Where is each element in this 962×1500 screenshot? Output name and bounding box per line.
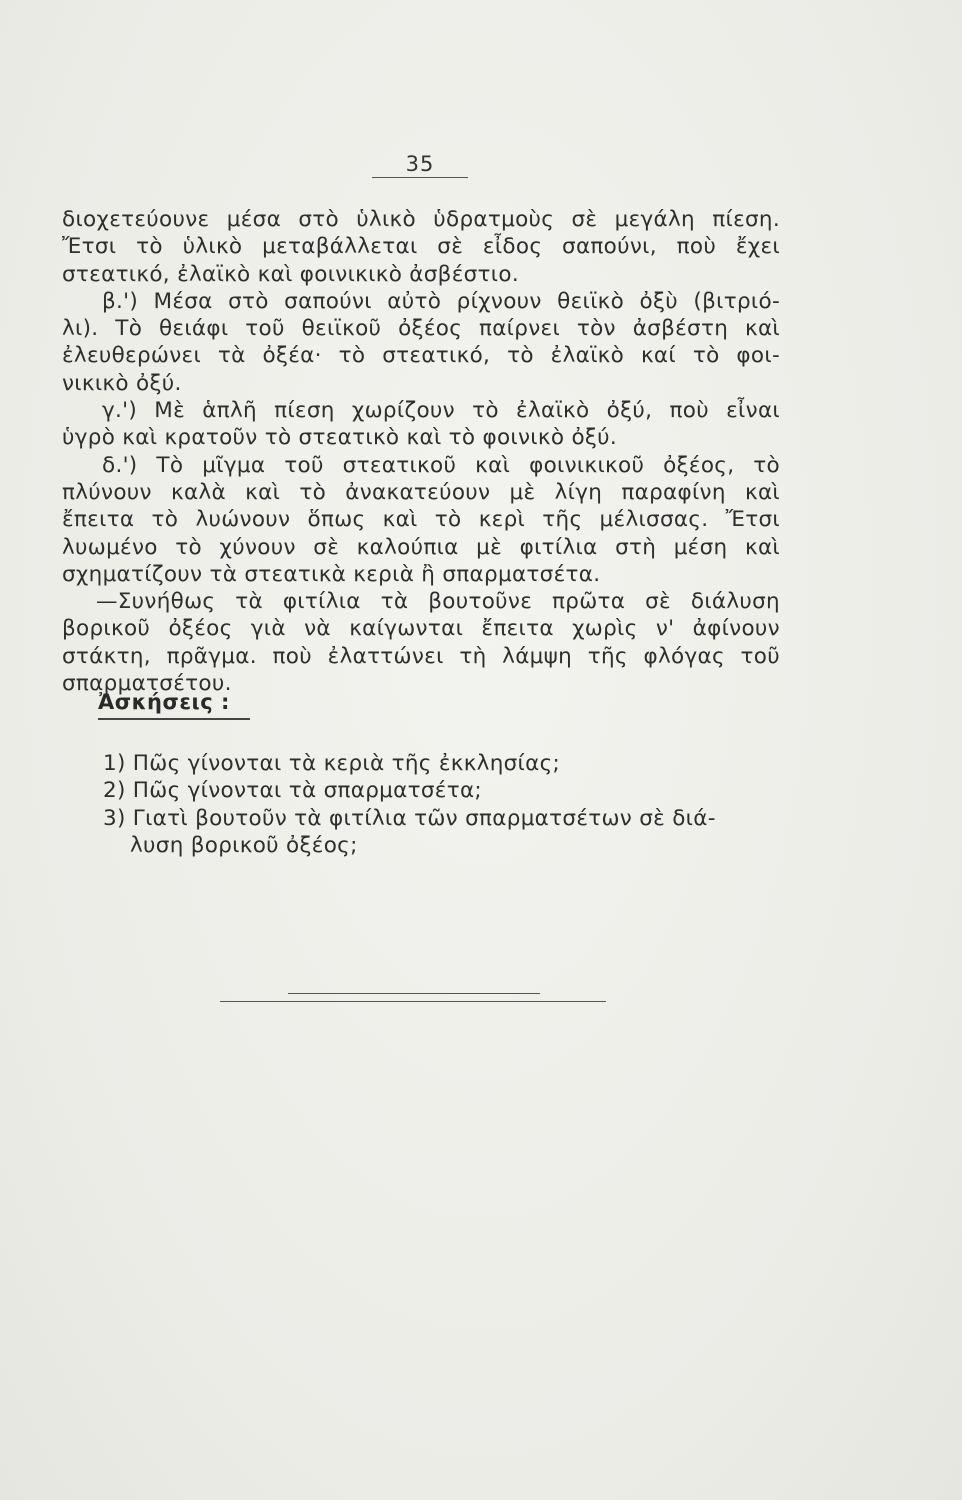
text-line: ὑγρὸ καὶ κρατοῦν τὸ στεατικὸ καὶ τὸ φοινικὸ ὀξύ.	[62, 425, 618, 451]
page-number: 35	[405, 152, 435, 176]
text-line: β.') Μέσα στὸ σαπούνι αὐτὸ ρίχνουν θειϊκὸ ὀξὺ (βιτριό-	[102, 288, 780, 314]
exercises-heading: Ἀσκήσεις :	[98, 690, 230, 714]
exercises-heading-underline	[98, 718, 250, 720]
text-line: δ.') Τὸ μῖγμα τοῦ στεατικοῦ καὶ φοινικικοῦ ὀξέος, τὸ	[102, 452, 780, 478]
text-line: λυωμένο τὸ χύνουν σὲ καλούπια μὲ φιτίλια στὴ μέση καὶ	[62, 534, 780, 560]
text-line: σπαρματσέτου.	[62, 671, 232, 697]
body-text	[60, 206, 780, 697]
text-line: στεατικό, ἐλαϊκὸ καὶ φοινικικὸ ἀσβέστιο.	[62, 261, 519, 287]
exercises-list	[103, 750, 778, 859]
page-number-underline	[372, 177, 468, 178]
text-line: σχηματίζουν τὰ στεατικὰ κεριὰ ἢ σπαρματσέτα.	[62, 561, 601, 587]
text-line: νικικὸ ὀξύ.	[62, 370, 182, 396]
exercise-item-continuation: λυση βορικοῦ ὀξέος;	[130, 832, 358, 858]
text-line: —Συνήθως τὰ φιτίλια τὰ βουτοῦνε πρῶτα σὲ διάλυση	[96, 589, 780, 615]
text-line: πλύνουν καλὰ καὶ τὸ ἀνακατεύουν μὲ λίγη παραφίνη καὶ	[62, 479, 780, 505]
exercise-item: 2) Πῶς γίνονται τὰ σπαρματσέτα;	[103, 778, 482, 804]
text-line: ἐλευθερώνει τὰ ὀξέα· τὸ στεατικό, τὸ ἐλαϊκὸ καί τὸ φοι-	[62, 343, 780, 369]
text-line: βορικοῦ ὀξέος γιὰ νὰ καίγωνται ἔπειτα χωρὶς ν' ἀφίνουν	[62, 616, 780, 642]
text-line: ἔπειτα τὸ λυώνουν ὅπως καὶ τὸ κερὶ τῆς μέλισσας. Ἔτσι	[62, 507, 780, 533]
end-divider-short	[288, 993, 540, 994]
text-line: στάκτη, πρᾶγμα. ποὺ ἐλαττώνει τὴ λάμψη τῆς φλόγας τοῦ	[62, 643, 780, 669]
text-line: γ.') Μὲ ἁπλῆ πίεση χωρίζουν τὸ ἐλαϊκὸ ὀξύ, ποὺ εἶναι	[102, 398, 780, 424]
exercise-item: 3) Γιατὶ βουτοῦν τὰ φιτίλια τῶν σπαρματσέτων σὲ διά-	[103, 805, 716, 831]
text-line: διοχετεύουνε μέσα στὸ ὑλικὸ ὑδρατμοὺς σὲ μεγάλη πίεση.	[62, 207, 780, 232]
end-divider-long	[220, 1001, 606, 1002]
text-line: λι). Τὸ θειάφι τοῦ θειϊκοῦ ὀξέος παίρνει τὸν ἀσβέστη καὶ	[62, 316, 780, 342]
text-line: Ἔτσι τὸ ὑλικὸ μεταβάλλεται σὲ εἶδος σαπούνι, ποὺ ἔχει	[62, 234, 780, 260]
exercise-item: 1) Πῶς γίνονται τὰ κεριὰ τῆς ἐκκλησίας;	[103, 751, 561, 776]
